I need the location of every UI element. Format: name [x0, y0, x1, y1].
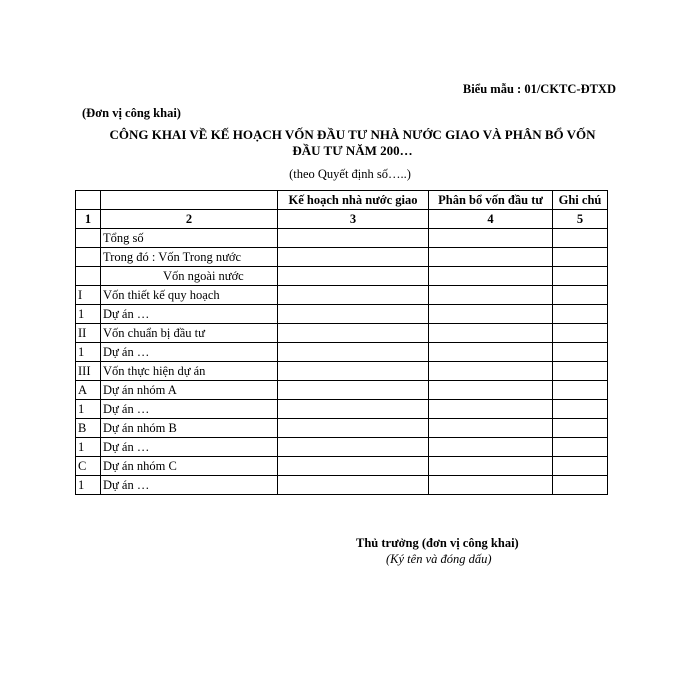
- investment-plan-table: [75, 190, 608, 495]
- document-title: [80, 127, 625, 159]
- header-cell: [101, 191, 278, 210]
- plan-cell: [278, 286, 429, 305]
- row-number: 1: [76, 305, 101, 324]
- notes-cell: [553, 381, 608, 400]
- plan-cell: [278, 267, 429, 286]
- signature-title: Thủ trưởng (đơn vị công khai): [356, 536, 519, 550]
- row-item: Dự án nhóm A: [101, 381, 278, 400]
- plan-cell: [278, 362, 429, 381]
- row-number: [76, 229, 101, 248]
- row-item: Dự án …: [101, 305, 278, 324]
- allocation-cell: [429, 324, 553, 343]
- publishing-unit: (Đơn vị công khai): [82, 106, 181, 120]
- notes-cell: [553, 476, 608, 495]
- row-number: 1: [76, 343, 101, 362]
- allocation-cell: [429, 286, 553, 305]
- row-item: Dự án …: [101, 438, 278, 457]
- header-plan: Kế hoạch nhà nước giao: [278, 191, 429, 210]
- row-item: Dự án …: [101, 343, 278, 362]
- allocation-cell: [429, 419, 553, 438]
- title-line-2: ĐẦU TƯ NĂM 200…: [292, 143, 413, 158]
- column-number: 1: [76, 210, 101, 229]
- row-number: 1: [76, 400, 101, 419]
- table-row: [76, 419, 608, 438]
- header-cell: [76, 191, 101, 210]
- row-number: 1: [76, 438, 101, 457]
- table-row: [76, 476, 608, 495]
- column-number: 3: [278, 210, 429, 229]
- column-number: 4: [429, 210, 553, 229]
- row-item: Vốn ngoài nước: [101, 267, 278, 286]
- row-item: Tổng số: [101, 229, 278, 248]
- plan-cell: [278, 457, 429, 476]
- row-number: B: [76, 419, 101, 438]
- plan-cell: [278, 229, 429, 248]
- allocation-cell: [429, 381, 553, 400]
- table-row: [76, 229, 608, 248]
- plan-cell: [278, 476, 429, 495]
- row-number: III: [76, 362, 101, 381]
- header-notes: Ghi chú: [553, 191, 608, 210]
- allocation-cell: [429, 438, 553, 457]
- form-code: Biểu mẫu : 01/CKTC-ĐTXD: [462, 82, 616, 96]
- table-row: [76, 457, 608, 476]
- table-header-row: [76, 191, 608, 210]
- title-line-1: CÔNG KHAI VỀ KẾ HOẠCH VỐN ĐẦU TƯ NHÀ NƯỚC GIAO VÀ PHÂN BỔ VỐN: [109, 127, 596, 142]
- allocation-cell: [429, 248, 553, 267]
- row-number: I: [76, 286, 101, 305]
- plan-cell: [278, 305, 429, 324]
- table-row: [76, 438, 608, 457]
- plan-cell: [278, 400, 429, 419]
- notes-cell: [553, 438, 608, 457]
- column-number-row: [76, 210, 608, 229]
- allocation-cell: [429, 229, 553, 248]
- allocation-cell: [429, 305, 553, 324]
- plan-cell: [278, 248, 429, 267]
- allocation-cell: [429, 457, 553, 476]
- row-item: Dự án …: [101, 476, 278, 495]
- row-number: [76, 267, 101, 286]
- notes-cell: [553, 324, 608, 343]
- allocation-cell: [429, 400, 553, 419]
- notes-cell: [553, 400, 608, 419]
- row-item: Vốn chuẩn bị đầu tư: [101, 324, 278, 343]
- table-row: [76, 267, 608, 286]
- row-item: Vốn thiết kế quy hoạch: [101, 286, 278, 305]
- column-number: 5: [553, 210, 608, 229]
- document-subtitle: (theo Quyết định số…..): [289, 167, 411, 181]
- header-allocation: Phân bổ vốn đầu tư: [429, 191, 553, 210]
- row-number: C: [76, 457, 101, 476]
- allocation-cell: [429, 362, 553, 381]
- notes-cell: [553, 419, 608, 438]
- notes-cell: [553, 248, 608, 267]
- row-item: Vốn thực hiện dự án: [101, 362, 278, 381]
- signature-note: (Ký tên và đóng dấu): [386, 552, 492, 566]
- table-row: [76, 400, 608, 419]
- table-row: [76, 286, 608, 305]
- allocation-cell: [429, 267, 553, 286]
- notes-cell: [553, 229, 608, 248]
- plan-cell: [278, 419, 429, 438]
- column-number: 2: [101, 210, 278, 229]
- row-number: A: [76, 381, 101, 400]
- table-row: [76, 324, 608, 343]
- notes-cell: [553, 457, 608, 476]
- allocation-cell: [429, 343, 553, 362]
- table-row: [76, 248, 608, 267]
- table-row: [76, 381, 608, 400]
- row-number: 1: [76, 476, 101, 495]
- plan-cell: [278, 343, 429, 362]
- notes-cell: [553, 362, 608, 381]
- plan-cell: [278, 438, 429, 457]
- allocation-cell: [429, 476, 553, 495]
- notes-cell: [553, 267, 608, 286]
- table-row: [76, 305, 608, 324]
- row-number: [76, 248, 101, 267]
- row-item: Dự án nhóm B: [101, 419, 278, 438]
- notes-cell: [553, 305, 608, 324]
- row-item: Dự án …: [101, 400, 278, 419]
- notes-cell: [553, 286, 608, 305]
- table-row: [76, 362, 608, 381]
- row-item: Dự án nhóm C: [101, 457, 278, 476]
- row-number: II: [76, 324, 101, 343]
- notes-cell: [553, 343, 608, 362]
- table-row: [76, 343, 608, 362]
- plan-cell: [278, 324, 429, 343]
- plan-cell: [278, 381, 429, 400]
- row-item: Trong đó : Vốn Trong nước: [101, 248, 278, 267]
